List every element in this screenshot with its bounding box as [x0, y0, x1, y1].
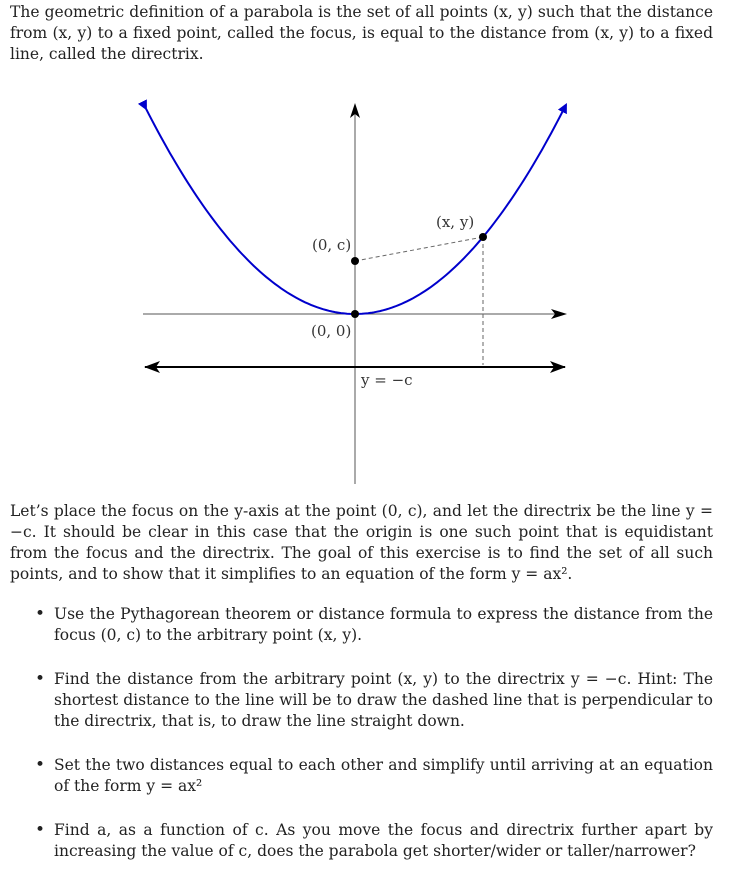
parabola-curve	[146, 105, 566, 314]
setup-paragraph: Let’s place the focus on the y-axis at the point (0, c), and let the directrix be the line y = −c. It should be clear in this case that the origin is one such point that is equidistant from the focus and the directrix. The goal of this exercise is to find the set of all such points, and to show that it simplifies to an equation of the form y = ax².	[10, 502, 713, 583]
origin-point	[351, 310, 359, 318]
label-arbitrary-point: (x, y)	[436, 213, 475, 231]
task-item: • Find the distance from the arbitrary point (x, y) to the directrix y = −c. Hint: The shortest distance to the line will be to draw the dashed line that is perpendicular to the directrix, that is, to draw the line straight down.	[0, 669, 713, 732]
intro-paragraph: The geometric definition of a parabola is the set of all points (x, y) such that the distance from (x, y) to a fixed point, called the focus, is equal to the distance from (x, y) to a fixed line, called the directrix.	[10, 3, 713, 63]
label-directrix: y = −c	[361, 371, 413, 389]
label-origin: (0, 0)	[311, 322, 352, 340]
label-focus: (0, c)	[312, 236, 352, 254]
focus-point	[351, 257, 359, 265]
arbitrary-point	[479, 233, 487, 241]
task-item: • Set the two distances equal to each other and simplify until arriving at an equation of the form y = ax²	[0, 755, 713, 797]
task-item: • Find a, as a function of c. As you move the focus and directrix further apart by increasing the value of c, does the parabola get shorter/wider or taller/narrower?	[0, 820, 713, 862]
task-item: • Use the Pythagorean theorem or distance formula to express the distance from the focus (0, c) to the arbitrary point (x, y).	[0, 604, 713, 646]
task-list	[0, 604, 731, 885]
parabola-figure	[0, 92, 731, 488]
